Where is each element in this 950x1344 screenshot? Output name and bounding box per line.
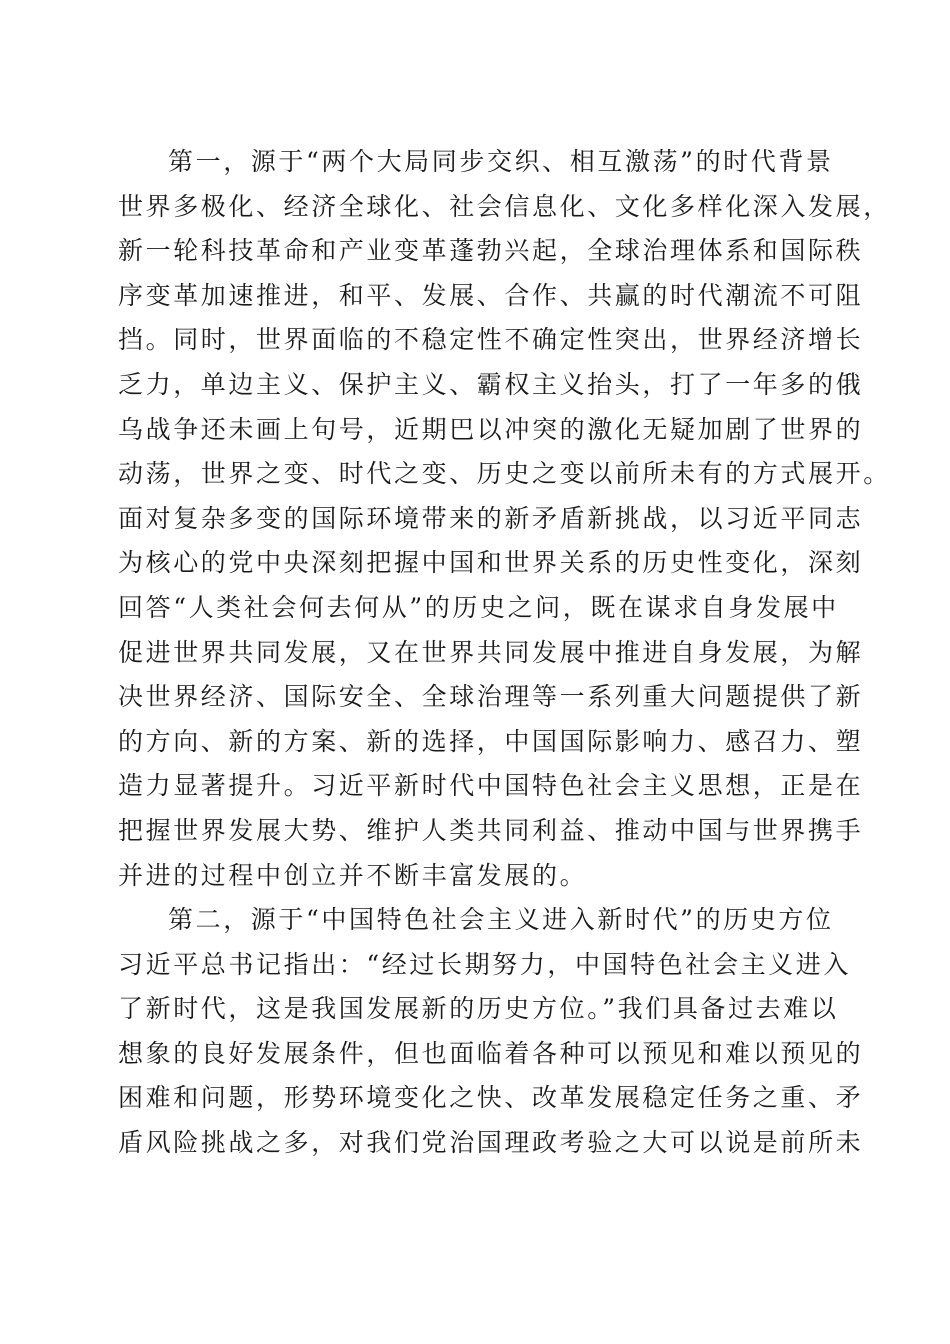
- paragraph-line: 习近平总书记指出：“经过长期努力，中国特色社会主义进入: [118, 949, 851, 979]
- paragraph-line: 想象的良好发展条件，但也面临着各种可以预见和难以预见的: [118, 1038, 864, 1068]
- document-body: [118, 140, 891, 1166]
- paragraph-line: 乌战争还未画上句号，近期巴以冲突的激化无疑加剧了世界的: [118, 414, 864, 444]
- paragraph-line: 序变革加速推进，和平、发展、合作、共赢的时代潮流不可阻: [118, 280, 864, 310]
- paragraph-line: 的方向、新的方案、新的选择，中国国际影响力、感召力、塑: [118, 726, 864, 756]
- paragraph-line: 乏力，单边主义、保护主义、霸权主义抬头，打了一年多的俄: [118, 369, 864, 399]
- paragraph-line: 困难和问题，形势环境变化之快、改革发展稳定任务之重、矛: [118, 1083, 864, 1113]
- paragraph-line: 为核心的党中央深刻把握中国和世界关系的历史性变化，深刻: [118, 548, 864, 578]
- paragraph-line: 挡。同时，世界面临的不稳定性不确定性突出，世界经济增长: [118, 325, 864, 355]
- paragraph-line: 促进世界共同发展，又在世界共同发展中推进自身发展，为解: [118, 637, 864, 667]
- paragraph-line: 面对复杂多变的国际环境带来的新矛盾新挑战，以习近平同志: [118, 503, 864, 533]
- paragraph-line: 新一轮科技革命和产业变革蓬勃兴起，全球治理体系和国际秩: [118, 236, 864, 266]
- paragraph-line: 世界多极化、经济全球化、社会信息化、文化多样化深入发展，: [118, 191, 891, 221]
- paragraph-line: 了新时代，这是我国发展新的历史方位。”我们具备过去难以: [118, 994, 839, 1024]
- paragraph-line: 并进的过程中创立并不断丰富发展的。: [118, 860, 588, 890]
- paragraph-line: 盾风险挑战之多，对我们党治国理政考验之大可以说是前所未: [118, 1128, 864, 1158]
- paragraph-line: 决世界经济、国际安全、全球治理等一系列重大问题提供了新: [118, 682, 864, 712]
- paragraph-line: 动荡，世界之变、时代之变、历史之变以前所未有的方式展开。: [118, 459, 891, 489]
- section-heading-first: 第一，源于“两个大局同步交织、相互激荡”的时代背景: [168, 147, 834, 176]
- section-heading-second: 第二，源于“中国特色社会主义进入新时代”的历史方位: [168, 905, 834, 935]
- paragraph-line: 造力显著提升。习近平新时代中国特色社会主义思想，正是在: [118, 771, 864, 801]
- paragraph-line: 回答“人类社会何去何从”的历史之问，既在谋求自身发展中: [118, 592, 839, 622]
- paragraph-line: 把握世界发展大势、维护人类共同利益、推动中国与世界携手: [118, 815, 864, 845]
